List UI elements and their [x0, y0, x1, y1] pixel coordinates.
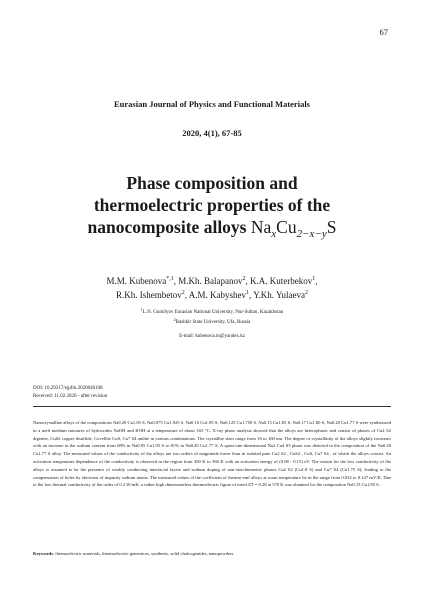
author-name: R.Kh. Ishembetov — [116, 290, 182, 300]
journal-name: Eurasian Journal of Physics and Functional Materials — [114, 99, 310, 109]
author-affil-sup: 2 — [181, 290, 185, 296]
affiliation-sup: 2 — [173, 317, 176, 322]
title-formula — [250, 217, 337, 240]
keywords-label: Keywords — [33, 551, 53, 556]
page-number: 67 — [379, 27, 388, 37]
keywords-text: : thermoelectric materials, thermoelectric generators, synthesis, solid chalcogenides, nanopowders. — [52, 551, 235, 556]
formula-na-subscript: x — [271, 228, 277, 240]
formula-cu-subscript: 2−x−y — [296, 228, 327, 240]
article-info — [33, 385, 107, 400]
author-name: Y.Kh. Yulaeva — [253, 290, 305, 300]
author-affil-sup: 1 — [312, 276, 316, 282]
keywords — [33, 550, 391, 558]
affiliation-2 — [0, 318, 424, 328]
abstract: Nanocrystalline alloys of the compositions Na0.20 Cu1.85 S, Na0.075 Cu1.925 S, Na0.10 Cu1.85 S, Na0.125 Cu1.750 S, Na0.15 Cu1.85 S, Na0.17 Cu1.80 S, Na0.20 Cu1.77 S were synthesized in a melt medium mixtures of hydroxides NaOH and KOH at a temperature of about 165 °C. X-ray phase analysis showed that the alloys are heterophasic and consist of phases of Cu2 S2 digenite, CuS2 copper disulfide, Covellite CuS, Cu7 S4 anilite in various combinations. The crystallite sizes range from 16 to 160 nm. The degree of crystallinity of the alloys slightly increases with an increase in the sodium content from 68% in Na0.05 Cu1.95 S to 81% in Na0.20 Cu1.77 S. A quasi-one-dimensional Na2 Cu4 S3 phase was detected in the composition of the Na0.20 Cu1.77 S alloy. The measured values of the conductivity of the alloys are two orders of magnitude lower than in isolated pure Cu2 S2 , CuS2 , CuS, Cu7 S4 , of which the alloys consist. An activation temperature dependence of the conductivity is observed in the region from 300 K to 360 K with an activation energy of (0.08 - 0.15) eV. The reason for the low conductivity of the alloys is assumed to be the presence of weakly conducting interfacial layers and sodium doping of non-stoichiometric phases Cu2 S2 (Cu1.8 S) and Cu7 S4 (Cu1.75 S), leading to the compensation of holes by electrons of impurity sodium atoms. The measured values of the coefficient of thermo-emf alloys at room temperature lie in the range from 0.032 to 0.147 mV/K. Due to the low thermal conductivity of the order of 0.2 W/mK, a rather high dimensionless thermoelectric figure of merit ZT = 0.28 at 570 K was obtained for the composition Na0.15 Cu1.85 S. — [33, 420, 391, 488]
title-line-2: thermoelectric properties of the — [93, 195, 331, 215]
author-affil-sup: 2 — [304, 290, 308, 296]
affiliations — [0, 308, 424, 342]
title-line-3-text: nanocomposite alloys — [87, 217, 251, 237]
author-name: M.M. Kubenova — [106, 276, 167, 286]
author-name: M.Kh. Balapanov — [178, 276, 243, 286]
title-line-3 — [0, 216, 424, 238]
formula-s: S — [326, 217, 337, 237]
author-list — [0, 274, 424, 302]
received-date: Received: 11.02.2020 - after revision — [33, 393, 108, 399]
affiliation-text: Bashkir State University, Ufa, Russia — [175, 320, 251, 325]
contact-email[interactable]: E-mail: kubenova.m@yandex.kz — [179, 334, 245, 339]
author-name: A.M. Kabyshev — [188, 290, 247, 300]
affiliation-sup: 1 — [140, 307, 143, 312]
doi[interactable]: DOI: 10.29317/ejpfm.2020040108 — [33, 386, 103, 391]
title-line-1: Phase composition and — [126, 173, 298, 193]
divider — [33, 406, 391, 407]
author-affil-sup: 1 — [246, 290, 250, 296]
author-name: K.A. Kuterbekov — [250, 276, 313, 286]
authors-line-1: M.M. Kubenova$^{*,1}$, M.Kh. Balapanov$^2$, K.A. Kuterbekov$^1$, — [106, 276, 318, 286]
affiliation-1 — [0, 308, 424, 318]
affiliation-text: L.N. Gumilyov Eurasian National University, Nur-Sultan, Kazakhstan — [142, 310, 284, 315]
journal-issue: 2020, 4(1), 67-85 — [182, 128, 242, 138]
authors-line-2: R.Kh. Ishembetov$^2$, A.M. Kabyshev$^1$, Y.Kh. Yulaeva$^2$ — [116, 290, 308, 300]
author-affil-sup: 2 — [242, 276, 246, 282]
formula-na: Na — [250, 217, 272, 237]
formula-cu: Cu — [276, 217, 297, 237]
article-title — [0, 172, 424, 238]
author-affil-sup: *,1 — [166, 276, 174, 282]
